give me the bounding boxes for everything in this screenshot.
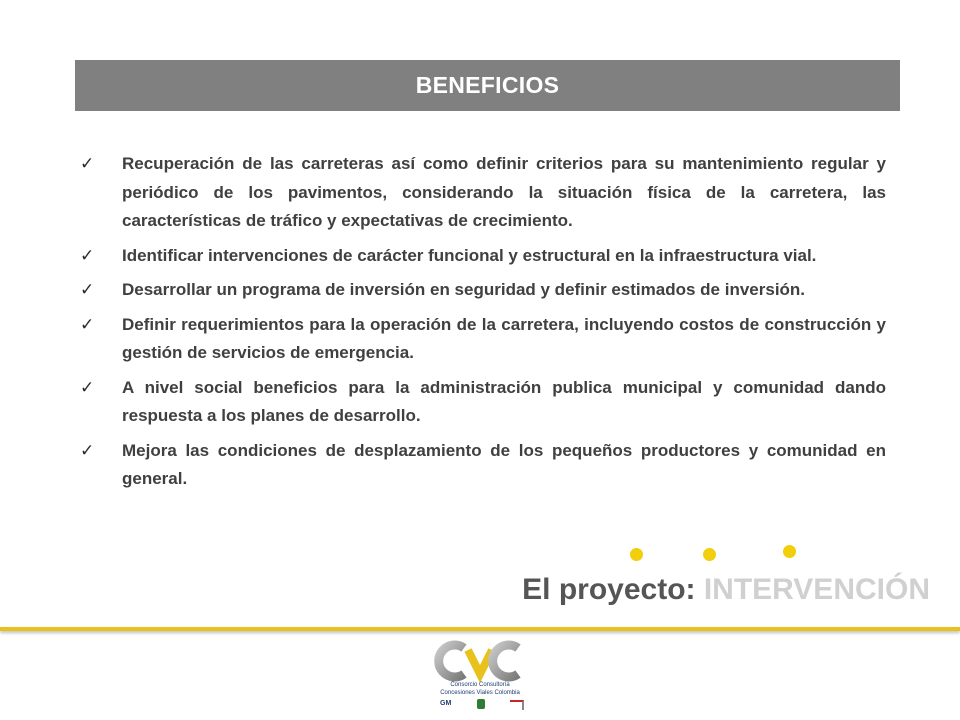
list-item [80,242,886,271]
subtitle-accent: INTERVENCIÓN [703,573,930,606]
decorative-dots [0,548,960,564]
checkmark-icon: ✓ [80,154,95,173]
logo-caption-1: Consorcio Consultoría [450,682,510,688]
list-item [80,150,886,236]
section-title: BENEFICIOS [415,72,560,98]
partner-logo-icon [510,700,524,710]
list-item [80,276,886,305]
benefits-list [80,150,886,500]
partner-shield-icon [477,699,485,709]
cvc-logo-mark-icon [430,640,530,682]
list-item-text: Identificar intervenciones de carácter funcional y estructural en la infraestructura vial. [122,245,817,265]
list-item-text: Desarrollar un programa de inversión en seguridad y definir estimados de inversión. [122,280,806,299]
dot-icon [630,548,643,561]
list-item-text: Recuperación de las carreteras así como definir criterios para su mantenimiento regular y periódico de los pavimentos, considerando la situación física de la carretera, las características de tráfico y expectativas de crecimiento. [122,154,886,230]
dot-icon [703,548,716,561]
checkmark-icon: ✓ [80,314,95,334]
dot-icon [783,545,796,558]
list-item-text: A nivel social beneficios para la administración publica municipal y comunidad dando respuesta a los planes de desarrollo. [122,377,886,425]
slide-subtitle [522,573,930,607]
checkmark-icon: ✓ [80,245,95,265]
checkmark-icon: ✓ [80,440,95,460]
cvc-logo [430,640,530,712]
checkmark-icon: ✓ [80,280,95,299]
footer-divider [0,627,960,631]
subtitle-lead: El proyecto: [522,573,704,606]
partner-logo-gm: GM [440,700,452,707]
list-item-text: Definir requerimientos para la operación de la carretera, incluyendo costos de construcción y gestión de servicios de emergencia. [122,314,886,362]
section-header [75,60,900,111]
list-item [80,437,886,494]
list-item [80,374,886,431]
checkmark-icon: ✓ [80,377,95,397]
list-item-text: Mejora las condiciones de desplazamiento de los pequeños productores y comunidad en general. [122,440,886,488]
list-item [80,311,886,368]
logo-caption-2: Concesiones Viales Colombia [440,690,520,696]
